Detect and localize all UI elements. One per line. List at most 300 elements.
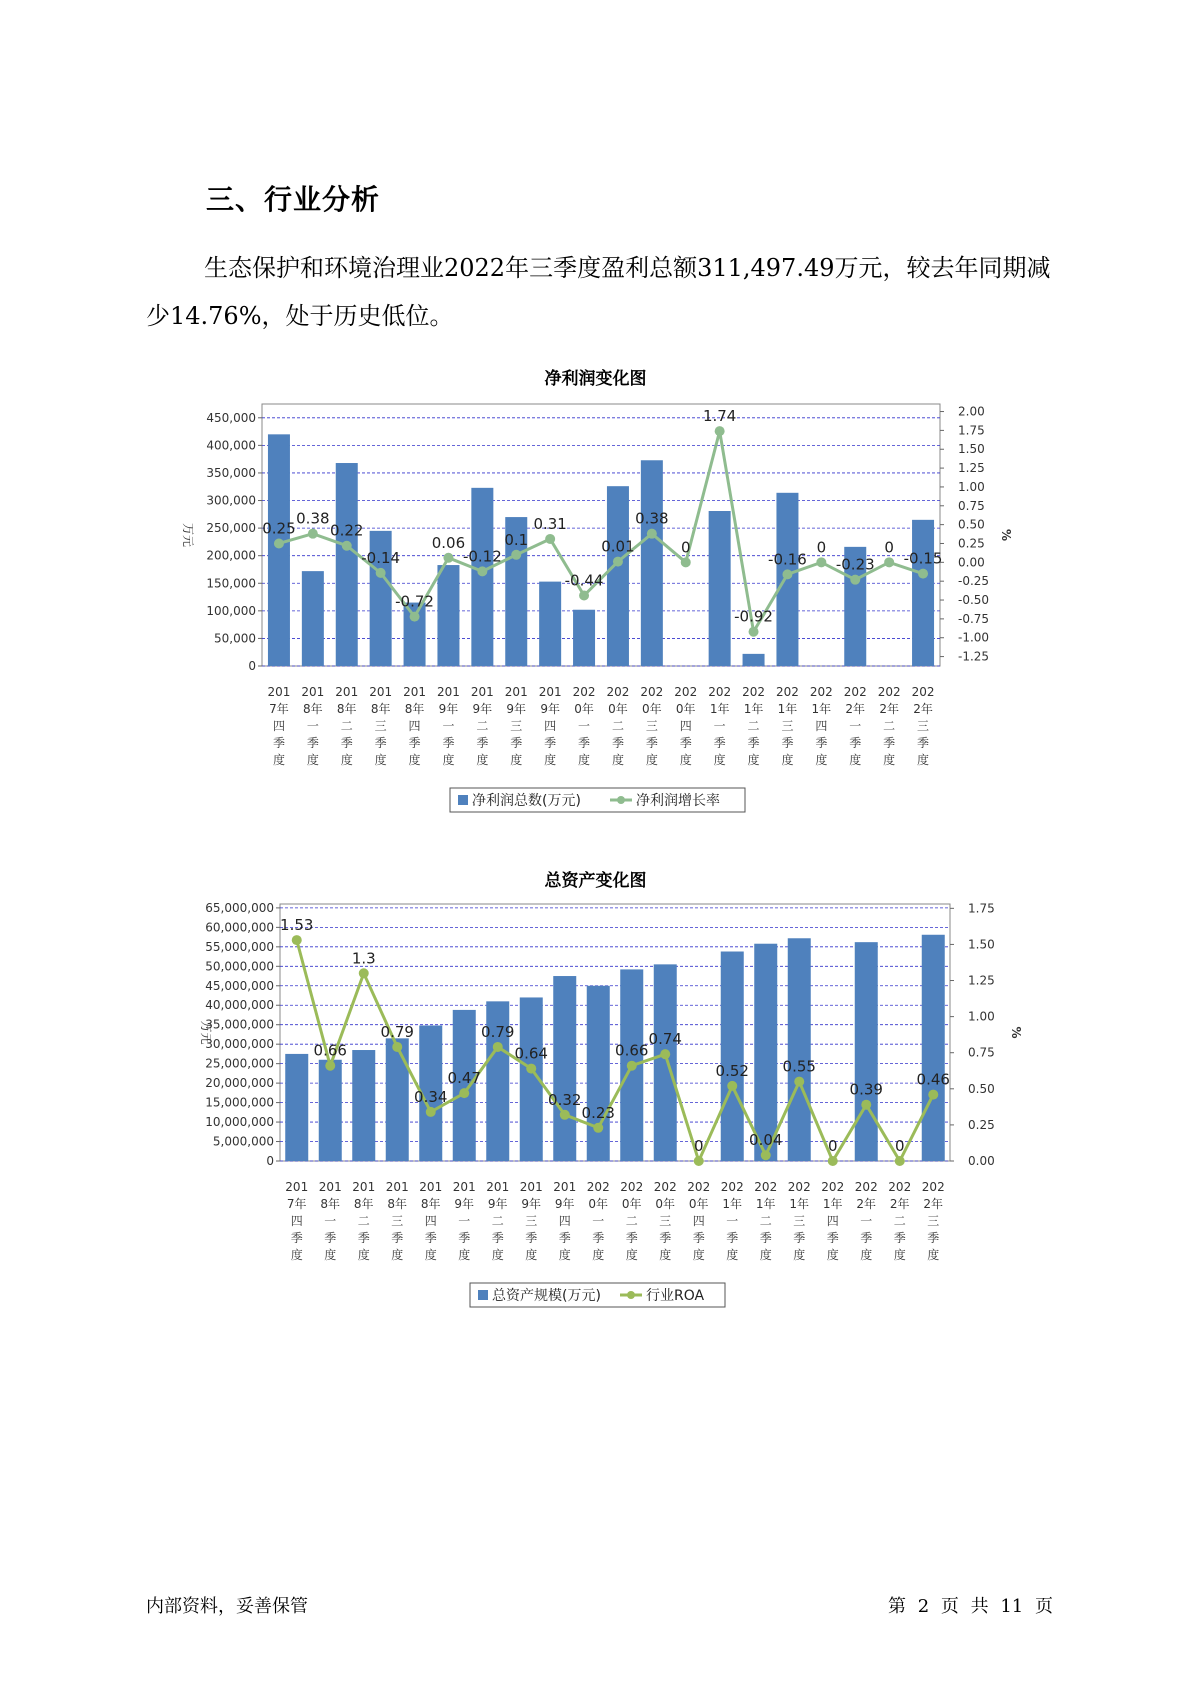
bar: [721, 952, 744, 1161]
bar: [437, 565, 459, 666]
bar: [922, 935, 945, 1161]
right-tick-label: 1.50: [958, 442, 985, 457]
data-label: 0.25: [262, 519, 296, 538]
right-tick-label: -1.00: [958, 630, 990, 645]
data-label: 0: [894, 1137, 905, 1155]
left-tick-label: 10,000,000: [205, 1115, 274, 1130]
right-tick-label: 0.25: [958, 536, 985, 551]
data-label: 1.3: [351, 949, 376, 968]
data-label: 0.47: [447, 1069, 481, 1088]
x-tick-label: 202: [921, 1180, 945, 1194]
x-tick-label: 季: [442, 736, 455, 750]
x-tick-label: 8年: [336, 702, 357, 716]
x-tick-label: 三: [645, 719, 658, 733]
x-tick-label: 二: [611, 719, 624, 733]
x-tick-label: 季: [917, 736, 930, 750]
line-point: [918, 569, 928, 579]
bar: [855, 942, 878, 1161]
x-tick-label: 度: [659, 1248, 672, 1262]
x-tick-label: 度: [692, 1248, 705, 1262]
x-tick-label: 201: [553, 1180, 577, 1194]
assets-chart: [0, 896, 1191, 1316]
page-number: 第 2 页 共 11 页: [888, 1596, 1053, 1617]
x-tick-label: 9年: [487, 1197, 508, 1211]
x-tick-label: 202: [742, 685, 766, 699]
x-tick-label: 202: [809, 685, 833, 699]
x-tick-label: 1年: [789, 1197, 810, 1211]
line-point: [627, 1061, 637, 1071]
x-tick-label: 201: [403, 685, 427, 699]
left-tick-label: 250,000: [206, 521, 256, 536]
x-tick-label: 三: [793, 1214, 806, 1228]
line-point: [477, 566, 487, 576]
right-tick-label: 0.50: [968, 1081, 995, 1096]
x-tick-label: 季: [645, 736, 658, 750]
data-label: 0.55: [782, 1057, 816, 1076]
x-tick-label: 1年: [722, 1197, 743, 1211]
right-tick-label: 0.75: [958, 498, 985, 513]
line-point: [694, 1156, 704, 1166]
x-tick-label: 季: [815, 736, 828, 750]
x-tick-label: 度: [374, 753, 387, 767]
line-point: [761, 1150, 771, 1160]
x-tick-label: 四: [558, 1214, 571, 1228]
right-axis-title: %: [999, 528, 1013, 542]
x-tick-label: 202: [720, 1180, 744, 1194]
x-tick-label: 四: [679, 719, 692, 733]
line-point: [526, 1064, 536, 1074]
x-tick-label: 2年: [923, 1197, 944, 1211]
x-tick-label: 季: [306, 736, 319, 750]
line-point: [850, 575, 860, 585]
data-label: 0.66: [313, 1041, 347, 1060]
summary-paragraph: 生态保护和环境治理业2022年三季度盈利总额311,497.49万元，较去年同期减少14.76%，处于历史低位。: [146, 254, 1051, 330]
x-tick-label: 度: [679, 753, 692, 767]
line-point: [545, 534, 555, 544]
x-tick-label: 度: [558, 1248, 571, 1262]
left-tick-label: 50,000: [214, 631, 256, 646]
x-tick-label: 一: [726, 1214, 739, 1228]
data-label: -0.72: [395, 592, 434, 611]
x-tick-label: 季: [458, 1231, 471, 1245]
legend-line-label: 净利润增长率: [636, 793, 720, 809]
left-tick-label: 300,000: [206, 493, 256, 508]
x-tick-label: 一: [442, 719, 455, 733]
x-tick-label: 度: [917, 753, 930, 767]
line-point: [325, 1061, 335, 1071]
x-tick-label: 度: [645, 753, 658, 767]
line-point: [727, 1081, 737, 1091]
legend-bar-label: 总资产规模(万元): [492, 1288, 601, 1304]
x-tick-label: 季: [883, 736, 896, 750]
left-tick-label: 400,000: [206, 438, 256, 453]
x-tick-label: 度: [476, 753, 489, 767]
bar: [776, 493, 798, 666]
x-tick-label: 202: [572, 685, 596, 699]
x-tick-label: 度: [525, 1248, 538, 1262]
x-tick-label: 9年: [472, 702, 493, 716]
right-axis-title: %: [1009, 1026, 1023, 1039]
data-label: 0.64: [514, 1044, 548, 1063]
data-label: 0.46: [916, 1070, 950, 1089]
x-tick-label: 四: [290, 1214, 303, 1228]
x-tick-label: 8年: [420, 1197, 441, 1211]
data-label: 0: [680, 538, 691, 557]
x-tick-label: 季: [759, 1231, 772, 1245]
x-tick-label: 度: [625, 1248, 638, 1262]
line-point: [660, 1049, 670, 1059]
x-tick-label: 二: [491, 1214, 504, 1228]
bar: [336, 463, 358, 666]
x-tick-label: 度: [306, 753, 319, 767]
legend-bar-label: 净利润总数(万元): [472, 793, 581, 809]
left-tick-label: 450,000: [206, 410, 256, 425]
x-tick-label: 度: [391, 1248, 404, 1262]
right-tick-label: -1.25: [958, 649, 990, 664]
legend-line-marker: [617, 796, 625, 804]
x-tick-label: 二: [759, 1214, 772, 1228]
data-label: 0.23: [581, 1103, 615, 1122]
x-tick-label: 季: [692, 1231, 705, 1245]
left-tick-label: 350,000: [206, 465, 256, 480]
x-tick-label: 度: [781, 753, 794, 767]
bar: [607, 486, 629, 666]
x-tick-label: 度: [544, 753, 557, 767]
x-tick-label: 四: [424, 1214, 437, 1228]
x-tick-label: 度: [759, 1248, 772, 1262]
x-tick-label: 度: [747, 753, 760, 767]
left-tick-label: 100,000: [206, 603, 256, 618]
x-tick-label: 度: [860, 1248, 873, 1262]
data-label: 0.66: [615, 1041, 649, 1060]
left-tick-label: 200,000: [206, 548, 256, 563]
right-tick-label: 1.75: [958, 423, 985, 438]
x-tick-label: 三: [781, 719, 794, 733]
x-tick-label: 201: [301, 685, 325, 699]
left-tick-label: 15,000,000: [205, 1095, 274, 1110]
data-label: 0: [827, 1137, 838, 1155]
left-tick-label: 45,000,000: [205, 978, 274, 993]
x-tick-label: 度: [592, 1248, 605, 1262]
left-tick-label: 20,000,000: [205, 1076, 274, 1091]
x-tick-label: 季: [340, 736, 353, 750]
x-tick-label: 202: [620, 1180, 644, 1194]
x-tick-label: 度: [713, 753, 726, 767]
line-point: [392, 1042, 402, 1052]
line-point: [895, 1156, 905, 1166]
bar: [319, 1060, 342, 1161]
x-tick-label: 1年: [811, 702, 832, 716]
data-label: -0.44: [564, 571, 604, 590]
data-label: 0.34: [414, 1087, 448, 1106]
bar: [539, 582, 561, 666]
data-label: 1.74: [702, 407, 737, 426]
x-tick-label: 二: [340, 719, 353, 733]
data-label: 0.52: [715, 1061, 749, 1080]
x-tick-label: 201: [318, 1180, 342, 1194]
chart-title-assets: 总资产变化图: [544, 871, 647, 891]
x-tick-label: 2年: [879, 702, 899, 716]
line-point: [376, 568, 386, 578]
x-tick-label: 季: [324, 1231, 337, 1245]
x-tick-label: 1年: [743, 702, 764, 716]
bar: [641, 460, 663, 666]
left-tick-label: 25,000,000: [205, 1056, 274, 1071]
footer-note: 内部资料，妥善保管: [146, 1596, 308, 1617]
left-tick-label: 0: [266, 1154, 274, 1168]
x-tick-label: 三: [510, 719, 523, 733]
data-label: 0.04: [749, 1131, 783, 1150]
x-tick-label: 9年: [506, 702, 527, 716]
x-tick-label: 三: [391, 1214, 404, 1228]
x-tick-label: 二: [476, 719, 489, 733]
bar: [654, 964, 677, 1161]
legend-bar-swatch: [458, 795, 468, 805]
data-label: 0.31: [533, 514, 567, 533]
line-point: [681, 557, 691, 567]
left-axis-title: 万元: [199, 1020, 213, 1045]
x-tick-label: 8年: [404, 702, 425, 716]
bar: [386, 1038, 409, 1161]
data-label: 0.1: [504, 530, 529, 549]
x-tick-label: 季: [357, 1231, 370, 1245]
x-tick-label: 三: [374, 719, 387, 733]
bar: [352, 1050, 375, 1161]
data-label: 0.06: [431, 533, 466, 552]
x-tick-label: 四: [272, 719, 285, 733]
data-label: 0.01: [601, 537, 635, 556]
profit-chart: [0, 396, 1191, 816]
data-label: -0.15: [903, 549, 943, 568]
x-tick-label: 季: [491, 1231, 504, 1245]
x-tick-label: 1年: [777, 702, 798, 716]
right-tick-label: 0.50: [958, 517, 985, 532]
x-tick-label: 201: [335, 685, 359, 699]
x-tick-label: 四: [692, 1214, 705, 1228]
right-tick-label: -0.25: [958, 574, 990, 589]
x-tick-label: 9年: [438, 702, 459, 716]
left-tick-label: 55,000,000: [205, 939, 274, 954]
x-tick-label: 202: [888, 1180, 912, 1194]
left-tick-label: 35,000,000: [205, 1017, 274, 1032]
line-point: [884, 557, 894, 567]
line-point: [928, 1090, 938, 1100]
bar: [754, 944, 777, 1161]
x-tick-label: 8年: [303, 702, 323, 716]
bar: [788, 938, 811, 1161]
x-tick-label: 度: [893, 1248, 906, 1262]
x-tick-label: 度: [408, 753, 421, 767]
x-tick-label: 度: [324, 1248, 337, 1262]
left-tick-label: 50,000,000: [205, 959, 274, 974]
line-point: [861, 1100, 871, 1110]
line-point: [647, 529, 657, 539]
x-tick-label: 9年: [540, 702, 560, 716]
right-tick-label: 2.00: [958, 404, 985, 419]
plot-area: [262, 404, 940, 666]
x-tick-label: 四: [815, 719, 828, 733]
left-axis-title: 万元: [181, 522, 195, 548]
x-tick-label: 202: [606, 685, 630, 699]
line-point: [459, 1088, 469, 1098]
right-tick-label: 0.00: [968, 1154, 995, 1168]
x-tick-label: 度: [611, 753, 624, 767]
right-tick-label: 1.25: [958, 461, 985, 476]
data-label: -0.92: [734, 607, 773, 626]
x-tick-label: 8年: [370, 702, 391, 716]
right-tick-label: 0.75: [968, 1045, 995, 1060]
x-tick-label: 一: [458, 1214, 471, 1228]
x-tick-label: 8年: [387, 1197, 408, 1211]
data-label: -0.23: [835, 555, 875, 574]
x-tick-label: 度: [458, 1248, 471, 1262]
bar: [587, 986, 610, 1161]
x-tick-label: 季: [272, 736, 285, 750]
left-tick-label: 60,000,000: [205, 920, 274, 935]
right-tick-label: 0.25: [968, 1117, 995, 1132]
x-tick-label: 202: [586, 1180, 610, 1194]
x-tick-label: 8年: [320, 1197, 341, 1211]
x-tick-label: 202: [640, 685, 664, 699]
line-point: [308, 529, 318, 539]
x-tick-label: 202: [687, 1180, 711, 1194]
x-tick-label: 7年: [286, 1197, 307, 1211]
x-tick-label: 202: [877, 685, 901, 699]
x-tick-label: 季: [927, 1231, 940, 1245]
x-tick-label: 202: [708, 685, 732, 699]
line-point: [443, 553, 453, 563]
x-tick-label: 2年: [889, 1197, 910, 1211]
x-tick-label: 202: [843, 685, 867, 699]
left-tick-label: 65,000,000: [205, 900, 274, 915]
x-tick-label: 一: [860, 1214, 873, 1228]
x-tick-label: 1年: [822, 1197, 843, 1211]
x-tick-label: 季: [781, 736, 794, 750]
x-tick-label: 季: [893, 1231, 906, 1245]
x-tick-label: 2年: [845, 702, 866, 716]
x-tick-label: 一: [849, 719, 862, 733]
x-tick-label: 季: [578, 736, 591, 750]
x-tick-label: 0年: [621, 1197, 642, 1211]
x-tick-label: 度: [815, 753, 828, 767]
line-point: [511, 550, 521, 560]
x-tick-label: 201: [436, 685, 460, 699]
legend-line-marker: [627, 1291, 635, 1299]
x-tick-label: 201: [538, 685, 562, 699]
x-tick-label: 9年: [454, 1197, 475, 1211]
bar: [553, 976, 576, 1161]
x-tick-label: 季: [391, 1231, 404, 1245]
x-tick-label: 一: [592, 1214, 605, 1228]
line-point: [342, 541, 352, 551]
x-tick-label: 三: [917, 719, 930, 733]
x-tick-label: 季: [625, 1231, 638, 1245]
data-label: 0: [816, 538, 827, 557]
x-tick-label: 度: [357, 1248, 370, 1262]
right-tick-label: 1.25: [968, 973, 995, 988]
x-tick-label: 0年: [675, 702, 696, 716]
x-tick-label: 季: [525, 1231, 538, 1245]
x-tick-label: 201: [352, 1180, 376, 1194]
data-label: 0.39: [849, 1080, 883, 1099]
data-label: -0.14: [361, 548, 401, 567]
x-tick-label: 8年: [353, 1197, 374, 1211]
x-tick-label: 季: [611, 736, 624, 750]
right-tick-label: 1.50: [968, 937, 995, 952]
x-tick-label: 季: [659, 1231, 672, 1245]
x-tick-label: 201: [519, 1180, 543, 1194]
x-tick-label: 度: [491, 1248, 504, 1262]
chart-title-profit: 净利润变化图: [544, 369, 647, 389]
x-tick-label: 度: [442, 753, 455, 767]
left-tick-label: 5,000,000: [212, 1134, 274, 1149]
x-tick-label: 一: [324, 1214, 337, 1228]
x-tick-label: 202: [775, 685, 799, 699]
x-tick-label: 度: [272, 753, 285, 767]
x-tick-label: 四: [408, 719, 421, 733]
x-tick-label: 201: [470, 685, 494, 699]
x-tick-label: 202: [821, 1180, 845, 1194]
data-label: 0.79: [481, 1022, 515, 1041]
x-tick-label: 二: [357, 1214, 370, 1228]
line-point: [359, 968, 369, 978]
bar: [912, 520, 934, 666]
x-tick-label: 季: [849, 736, 862, 750]
x-tick-label: 0年: [608, 702, 628, 716]
bar: [709, 511, 731, 666]
x-tick-label: 202: [674, 685, 698, 699]
right-tick-label: 1.00: [958, 479, 985, 494]
x-tick-label: 度: [578, 753, 591, 767]
x-tick-label: 201: [369, 685, 393, 699]
x-tick-label: 7年: [269, 702, 289, 716]
x-tick-label: 201: [504, 685, 528, 699]
data-label: 1.53: [280, 916, 314, 935]
data-label: -0.16: [768, 550, 807, 569]
line-point: [613, 557, 623, 567]
x-tick-label: 202: [653, 1180, 677, 1194]
x-tick-label: 度: [726, 1248, 739, 1262]
data-label: 0: [693, 1137, 704, 1155]
x-tick-label: 季: [544, 736, 557, 750]
x-tick-label: 季: [558, 1231, 571, 1245]
legend-bar-swatch: [478, 1290, 488, 1300]
x-tick-label: 度: [927, 1248, 940, 1262]
x-tick-label: 9年: [521, 1197, 542, 1211]
x-tick-label: 三: [927, 1214, 940, 1228]
data-label: 0.32: [548, 1090, 582, 1109]
x-tick-label: 0年: [588, 1197, 609, 1211]
x-tick-label: 0年: [655, 1197, 676, 1211]
x-tick-label: 1年: [755, 1197, 776, 1211]
data-label: 0: [884, 538, 894, 557]
x-tick-label: 四: [544, 719, 557, 733]
x-tick-label: 201: [452, 1180, 476, 1194]
line-point: [828, 1156, 838, 1166]
left-tick-label: 40,000,000: [205, 998, 274, 1013]
x-tick-label: 0年: [642, 702, 662, 716]
x-tick-label: 四: [826, 1214, 839, 1228]
x-tick-label: 季: [860, 1231, 873, 1245]
x-tick-label: 度: [340, 753, 353, 767]
bar: [573, 610, 595, 666]
legend-line-label: 行业ROA: [646, 1288, 705, 1304]
x-tick-label: 季: [726, 1231, 739, 1245]
line-point: [410, 612, 420, 622]
data-label: 0.79: [380, 1022, 414, 1041]
x-tick-label: 202: [787, 1180, 811, 1194]
x-tick-label: 202: [854, 1180, 878, 1194]
